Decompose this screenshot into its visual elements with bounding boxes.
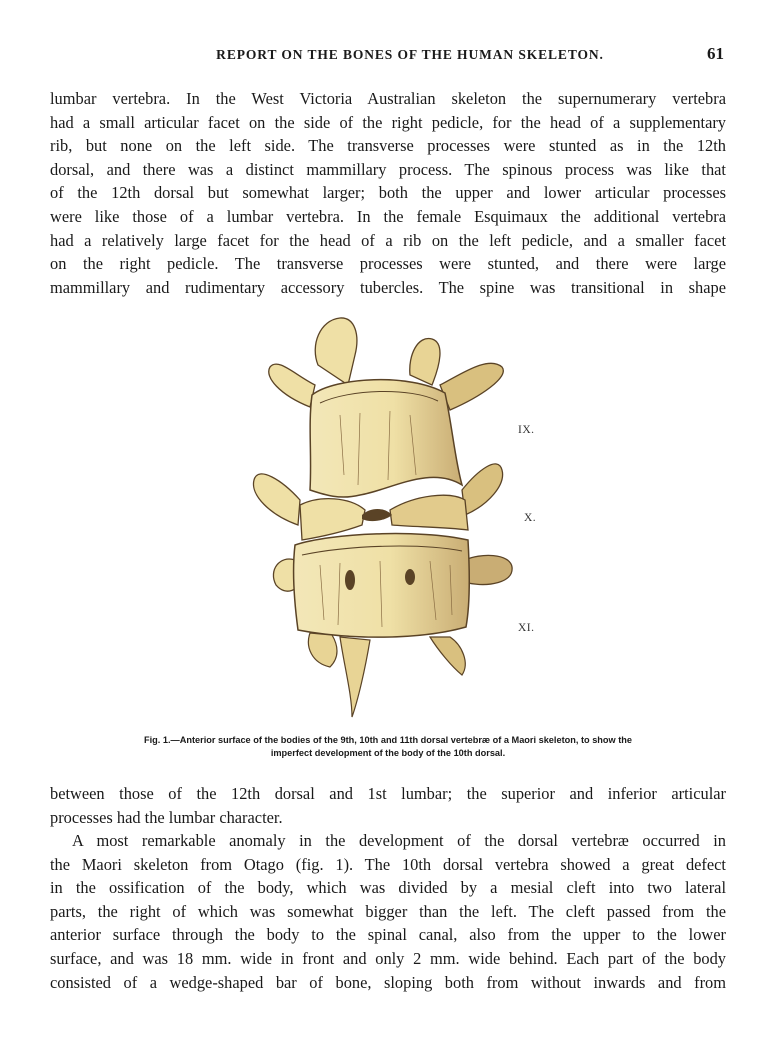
label-x: X.	[524, 512, 537, 524]
vertebrae-figure	[240, 315, 540, 725]
text-line: on the right pedicle. The transverse processes were stunted, and there were large	[50, 254, 726, 274]
text-line: A most remarkable anomaly in the development of the dorsal vertebræ occurred in	[72, 831, 726, 850]
mesial-cleft	[362, 509, 392, 521]
transverse-process-ix-right	[440, 363, 503, 410]
spinous-process-ix-right	[410, 338, 440, 385]
running-head	[50, 44, 726, 67]
text-line: in the ossification of the body, which was divided by a mesial cleft into two lateral	[50, 878, 726, 898]
vertebral-body-x-right-part	[390, 495, 468, 530]
vertebral-body-ix	[310, 380, 462, 497]
text-line: mammillary and rudimentary accessory tubercles. The spine was transitional in shape	[50, 277, 726, 297]
text-line: anterior surface through the body to the spinal canal, also from the upper to the lower	[50, 925, 726, 945]
text-line: parts, the right of which was somewhat bigger than the left. The cleft passed from the	[50, 901, 726, 921]
text-line: processes had the lumbar character.	[50, 807, 283, 827]
label-ix: IX.	[518, 424, 535, 436]
transverse-process-ix-left	[269, 364, 315, 407]
lower-articular-process-right	[430, 637, 465, 675]
paragraph-1	[50, 87, 726, 299]
spinous-process-ix-left	[315, 318, 357, 385]
text-line: had a small articular facet on the side of the right pedicle, for the head of a supplementary	[50, 112, 726, 132]
vertebrae-illustration	[240, 315, 540, 725]
vertebral-body-x-left-part	[300, 499, 365, 540]
transverse-process-x-right	[462, 464, 503, 515]
text-line: of the 12th dorsal but somewhat larger; both the upper and lower articular processes	[50, 183, 726, 203]
label-xi: XI.	[518, 622, 535, 634]
text-line: had a relatively large facet for the head of a rib on the left pedicle, and a smaller facet	[50, 230, 726, 250]
paragraph-2	[50, 782, 726, 829]
text-line: dorsal, and there was a distinct mammillary process. The spinous process was like that	[50, 159, 726, 179]
paragraph-3	[50, 829, 726, 994]
text-line: the Maori skeleton from Otago (fig. 1). The 10th dorsal vertebra showed a great defect	[50, 854, 726, 874]
transverse-process-x-left	[253, 474, 300, 525]
text-line: between those of the 12th dorsal and 1st lumbar; the superior and inferior articular	[50, 784, 726, 803]
caption-line: Fig. 1.—Anterior surface of the bodies of the 9th, 10th and 11th dorsal vertebræ of a Maori skeleton, to show the	[143, 735, 633, 745]
text-line: consisted of a wedge-shaped bar of bone, sloping both from without inwards and from	[50, 972, 726, 992]
page-number: 61	[707, 44, 724, 63]
running-title: REPORT ON THE BONES OF THE HUMAN SKELETON.	[216, 47, 604, 62]
text-line: surface, and was 18 mm. wide in front and only 2 mm. wide behind. Each part of the body	[50, 948, 726, 968]
figure-caption	[100, 734, 676, 760]
text-line: were like those of a lumbar vertebra. In the female Esquimaux the additional vertebra	[50, 206, 726, 226]
lower-articular-process-left	[308, 633, 337, 667]
transverse-process-xi-right	[465, 555, 512, 584]
text-line: rib, but none on the left side. The transverse processes were stunted as in the 12th	[50, 136, 726, 156]
text-line: lumbar vertebra. In the West Victoria Australian skeleton the supernumerary vertebra	[50, 89, 726, 108]
vertebral-body-xi	[294, 534, 470, 638]
caption-line: imperfect development of the body of the 10th dorsal.	[270, 748, 506, 758]
lower-spinous-tip	[340, 637, 370, 717]
